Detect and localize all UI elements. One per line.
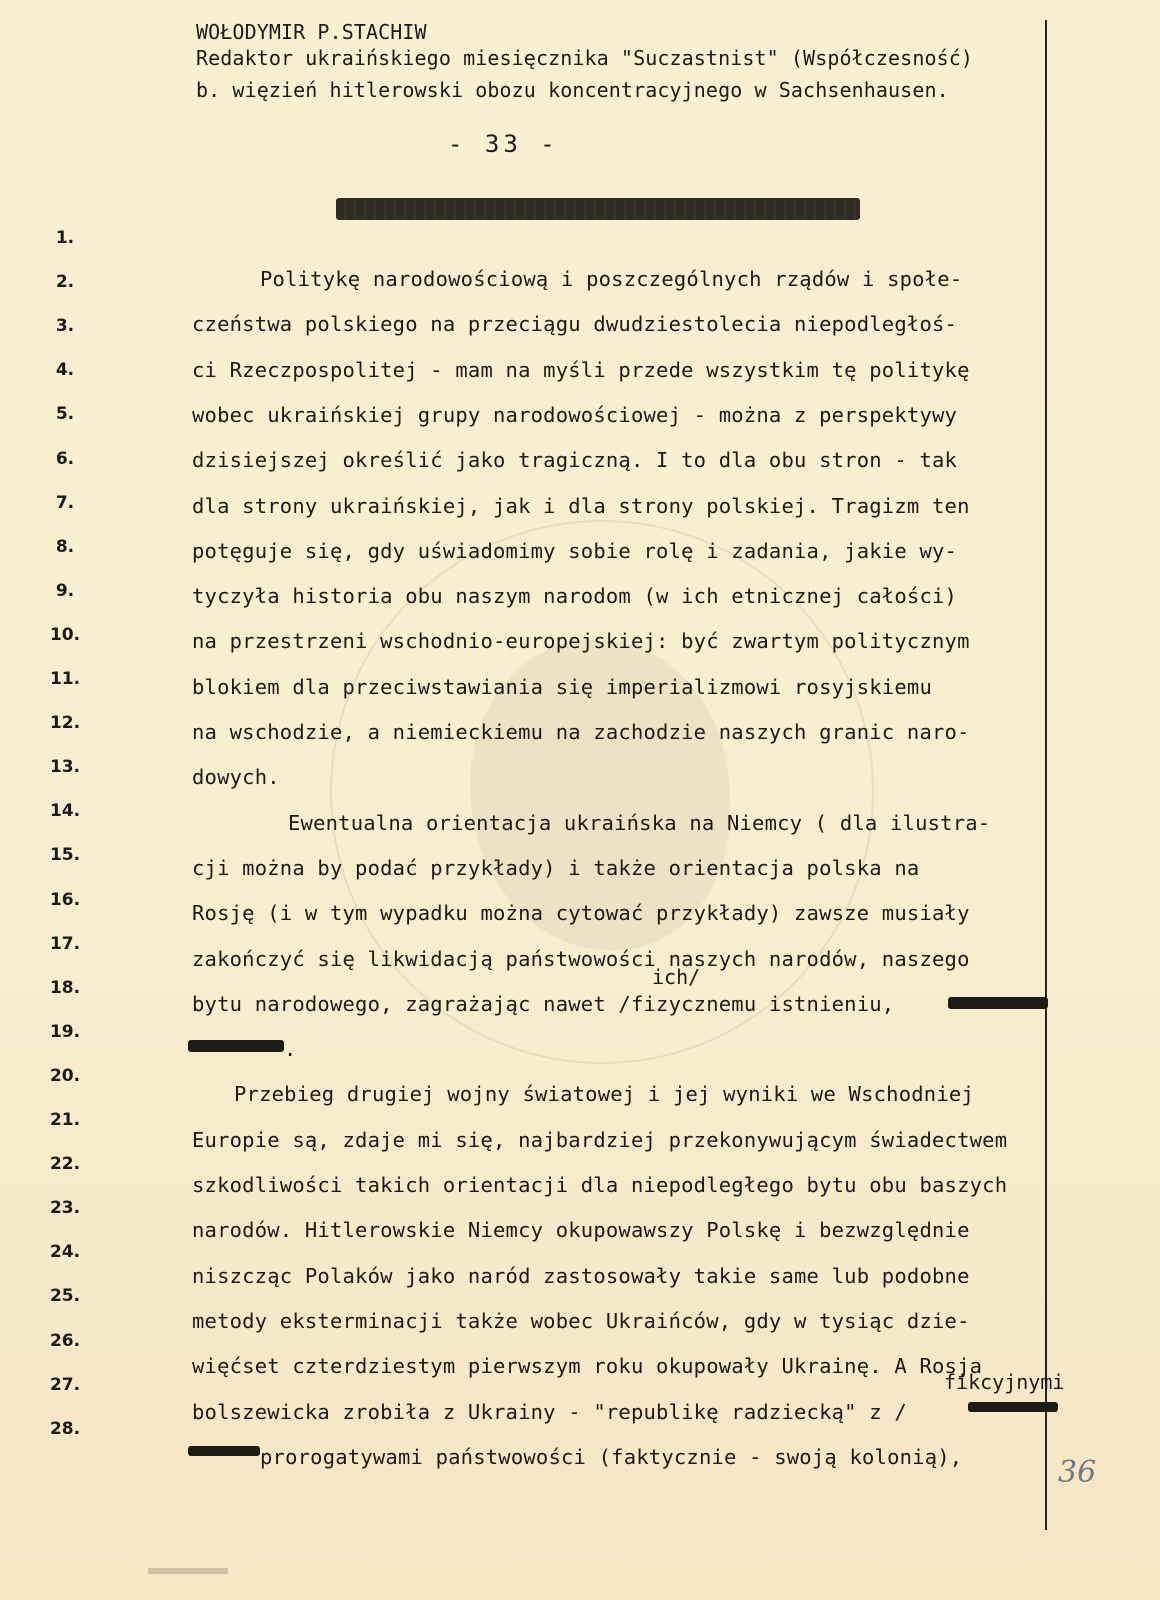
text-line: na wschodzie, a niemieckiemu na zachodzie naszych granic naro-: [192, 720, 970, 744]
line-number: 15.: [49, 845, 81, 866]
line-number: 6.: [55, 448, 75, 469]
text-line: ci Rzeczpospolitej - mam na myśli przede wszystkim tę politykę: [192, 357, 970, 382]
text-line: prorogatywami państwowości (faktycznie - swoją kolonią),: [260, 1444, 963, 1469]
text-line: Przebieg drugiej wojny światowej i jej wyniki we Wschodniej: [234, 1082, 974, 1107]
text-line: metody eksterminacji także wobec Ukraińców, gdy w tysiąc dzie-: [192, 1308, 970, 1333]
page-number: - 33 -: [448, 130, 559, 158]
line-number: 26.: [49, 1330, 81, 1351]
author-title: Redaktor ukraińskiego miesięcznika "Suczastnist" (Współczesność): [196, 46, 974, 70]
author-note: b. więzień hitlerowski obozu koncentracyjnego w Sachsenhausen.: [196, 78, 949, 102]
strike-fikcyjnymi-typed: [968, 1402, 1058, 1412]
line-number: 2.: [55, 272, 75, 293]
text-line: więćset czterdziestym pierwszym roku okupowały Ukrainę. A Rosja: [192, 1354, 983, 1379]
line-number: 28.: [49, 1418, 81, 1439]
line-number: 4.: [55, 360, 75, 381]
text-line: dla strony ukraińskiej, jak i dla strony polskiej. Tragizm ten: [192, 493, 970, 518]
author-name: WOŁODYMIR P.STACHIW: [196, 20, 427, 44]
line-number: 16.: [49, 889, 81, 910]
line-number: 9.: [55, 580, 75, 601]
line-number: 24.: [49, 1242, 81, 1263]
text-line: dowych.: [192, 765, 280, 790]
strike-narodow: [188, 1040, 284, 1052]
insertion-fikcyjnymi: fikcyjnymi: [944, 1370, 1065, 1394]
line-number: 1.: [55, 228, 75, 248]
text-line: niszcząc Polaków jako naród zastosowały takie same lub podobne: [192, 1263, 970, 1288]
handwritten-page-number: 36: [1058, 1455, 1097, 1490]
text-line: Rosję (i w tym wypadku można cytować przykłady) zawsze musiały: [192, 901, 970, 926]
text-line: potęguje się, gdy uświadomimy sobie rolę i zadania, jakie wy-: [192, 538, 958, 563]
margin-rule: [1045, 20, 1047, 1530]
line-number: 10.: [49, 624, 81, 645]
text-line: bytu narodowego, zagrażając nawet /fizycznemu istnieniu,: [192, 991, 895, 1016]
text-line: narodów. Hitlerowskie Niemcy okupowawszy Polskę i bezwzględnie: [192, 1218, 970, 1243]
insertion-ich: ich/: [652, 965, 701, 989]
line-number: 8.: [55, 536, 75, 557]
line-number: 19.: [49, 1021, 81, 1042]
text-line: czeństwa polskiego na przeciągu dwudziestolecia niepodległoś-: [192, 312, 958, 337]
text-line: zakończyć się likwidacją państwowości naszych narodów, naszego: [192, 946, 970, 971]
line-number: 23.: [49, 1198, 81, 1219]
text-line: bolszewicka zrobiła z Ukrainy - "republikę radziecką" z /: [192, 1399, 907, 1424]
text-line: dzisiejszej określić jako tragiczną. I to dla obu stron - tak: [192, 448, 958, 473]
strike-naszych: [948, 997, 1048, 1009]
line-number: 27.: [49, 1374, 81, 1395]
line-number: 7.: [55, 492, 75, 513]
text-line: wobec ukraińskiej grupy narodowościowej - można z perspektywy: [192, 402, 958, 427]
line-number: 12.: [49, 713, 81, 734]
line-number: 18.: [49, 977, 81, 998]
text-line: cji można by podać przykłady) i także orientacja polska na: [192, 855, 920, 880]
line-number: 13.: [49, 757, 81, 778]
text-line: tyczyła historia obu naszym narodom (w ich etnicznej całości): [192, 584, 958, 609]
line-number: 5.: [55, 404, 75, 425]
line-number: 14.: [49, 801, 81, 822]
line-number: 22.: [49, 1154, 81, 1175]
line-number: 17.: [49, 933, 81, 954]
text-line: Politykę narodowościową i poszczególnych rządów i społe-: [260, 267, 963, 291]
text-line: szkodliwości takich orientacji dla niepodległego bytu obu baszych: [192, 1173, 1008, 1197]
strike-xxyxxx: [188, 1446, 260, 1456]
line-number: 11.: [49, 669, 81, 689]
text-line: na przestrzeni wschodnio-europejskiej: być zwartym politycznym: [192, 629, 970, 654]
text-line: blokiem dla przeciwstawiania się imperializmowi rosyjskiemu: [192, 674, 932, 699]
line-number: 3.: [55, 316, 75, 337]
text-line: Europie są, zdaje mi się, najbardziej przekonywującym świadectwem: [192, 1127, 1008, 1152]
line-number: 20.: [49, 1065, 81, 1086]
line-number: 25.: [49, 1286, 81, 1307]
paper-mark: [148, 1568, 228, 1574]
text-line: Ewentualna orientacja ukraińska na Niemcy ( dla ilustra-: [288, 810, 991, 835]
struck-out-heading: [336, 198, 860, 220]
line-number: 21.: [49, 1110, 81, 1130]
text-line: .: [284, 1037, 297, 1062]
